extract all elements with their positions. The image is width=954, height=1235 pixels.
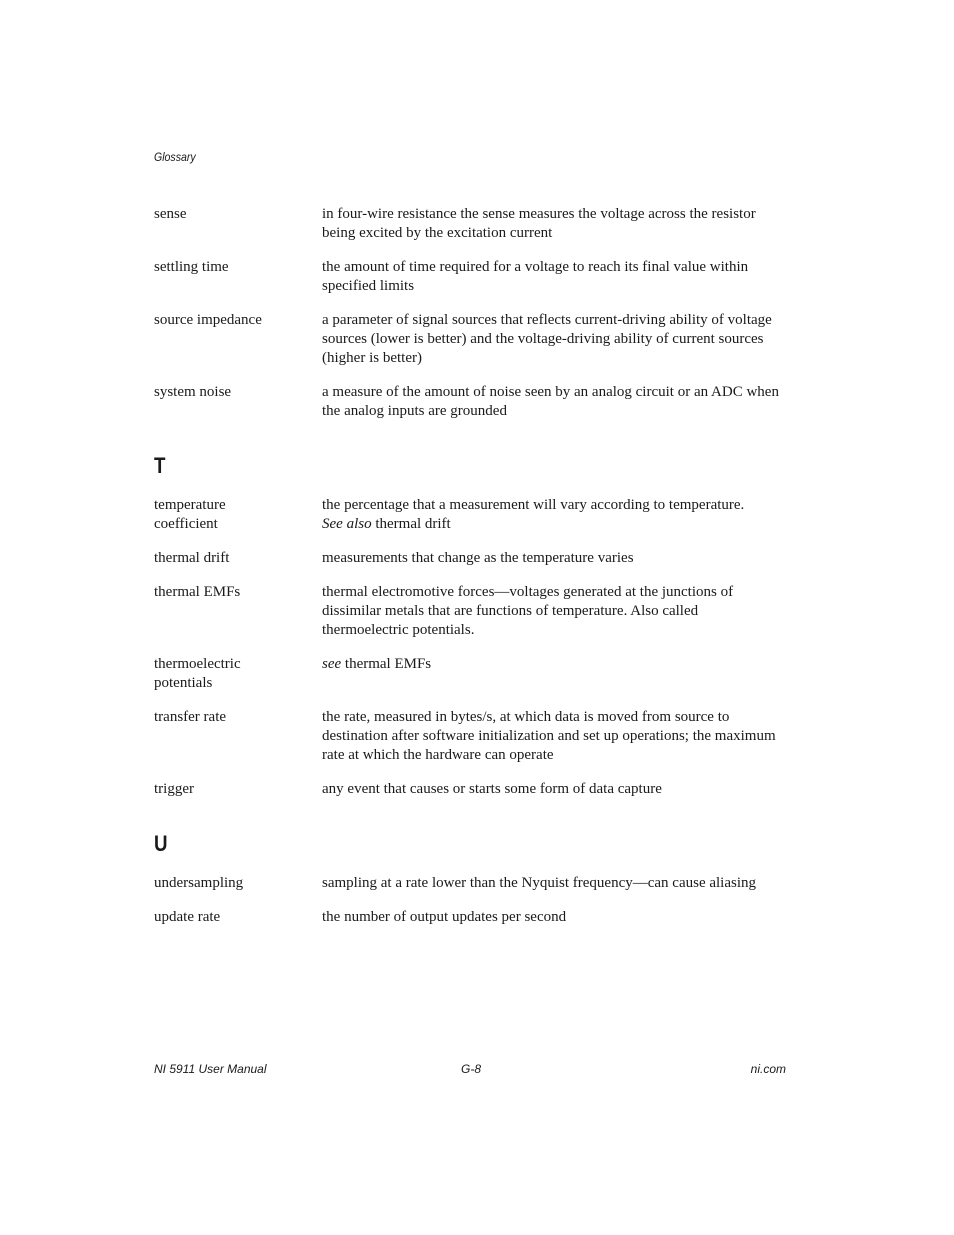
glossary-term: thermoelectric potentials	[154, 656, 241, 691]
glossary-entry	[154, 205, 786, 243]
glossary-entry	[154, 311, 786, 368]
glossary-term: settling time	[154, 259, 229, 275]
glossary-term: source impedance	[154, 312, 262, 328]
glossary-definition: a measure of the amount of noise seen by an analog circuit or an ADC when the analog inputs are grounded	[322, 384, 779, 419]
glossary-entry	[154, 583, 786, 640]
running-header: Glossary	[154, 150, 196, 164]
glossary-term: system noise	[154, 384, 232, 400]
footer-website: ni.com	[750, 1062, 786, 1076]
glossary-definition: the number of output updates per second	[322, 909, 567, 925]
glossary-definition: the amount of time required for a voltage to reach its final value within specified limits	[322, 259, 749, 294]
glossary-term: undersampling	[154, 875, 244, 891]
footer-page-number: G-8	[461, 1062, 482, 1076]
glossary-definition: a parameter of signal sources that reflects current-driving ability of voltage sources (lower is better) and the voltage-driving ability of current sources (higher is better)	[322, 312, 772, 366]
glossary-definition: sampling at a rate lower than the Nyquist frequency—can cause aliasing	[322, 875, 757, 891]
glossary-entry	[154, 549, 786, 568]
cross-reference-label: see	[322, 656, 342, 672]
glossary-entry	[154, 908, 786, 927]
glossary-term: sense	[154, 206, 187, 222]
section-letter-heading: U	[154, 831, 168, 856]
glossary-term: thermal EMFs	[154, 584, 241, 600]
glossary-term: thermal drift	[154, 550, 230, 566]
glossary-term: trigger	[154, 781, 194, 797]
cross-reference-target: thermal EMFs	[344, 656, 432, 672]
cross-reference-target: thermal drift	[375, 516, 451, 532]
glossary-entry	[154, 780, 786, 799]
glossary-term: temperature coefficient	[154, 497, 226, 532]
glossary-definition	[322, 655, 786, 693]
glossary-entry	[154, 496, 786, 534]
glossary-definition: the rate, measured in bytes/s, at which data is moved from source to destination after software initialization and set up operations; the maximum rate at which the hardware can operate	[322, 709, 776, 763]
glossary-entry	[154, 655, 786, 693]
glossary-definition: measurements that change as the temperature varies	[322, 550, 634, 566]
footer-manual-title: NI 5911 User Manual	[154, 1062, 267, 1076]
glossary-definition	[322, 496, 786, 534]
glossary-term: update rate	[154, 909, 221, 925]
cross-reference-label: See also	[322, 516, 372, 532]
definition-text: the percentage that a measurement will vary according to temperature.	[322, 497, 745, 513]
glossary-entry	[154, 258, 786, 296]
section-letter-heading: T	[154, 453, 166, 478]
glossary-entry	[154, 708, 786, 765]
glossary-entry	[154, 383, 786, 421]
glossary-term: transfer rate	[154, 709, 227, 725]
glossary-definition: any event that causes or starts some form of data capture	[322, 781, 662, 797]
glossary-entry	[154, 874, 786, 893]
glossary-content	[154, 205, 786, 942]
glossary-definition: thermal electromotive forces—voltages generated at the junctions of dissimilar metals that are functions of temperature. Also called thermoelectric potentials.	[322, 584, 734, 638]
glossary-definition: in four-wire resistance the sense measures the voltage across the resistor being excited by the excitation current	[322, 206, 756, 241]
